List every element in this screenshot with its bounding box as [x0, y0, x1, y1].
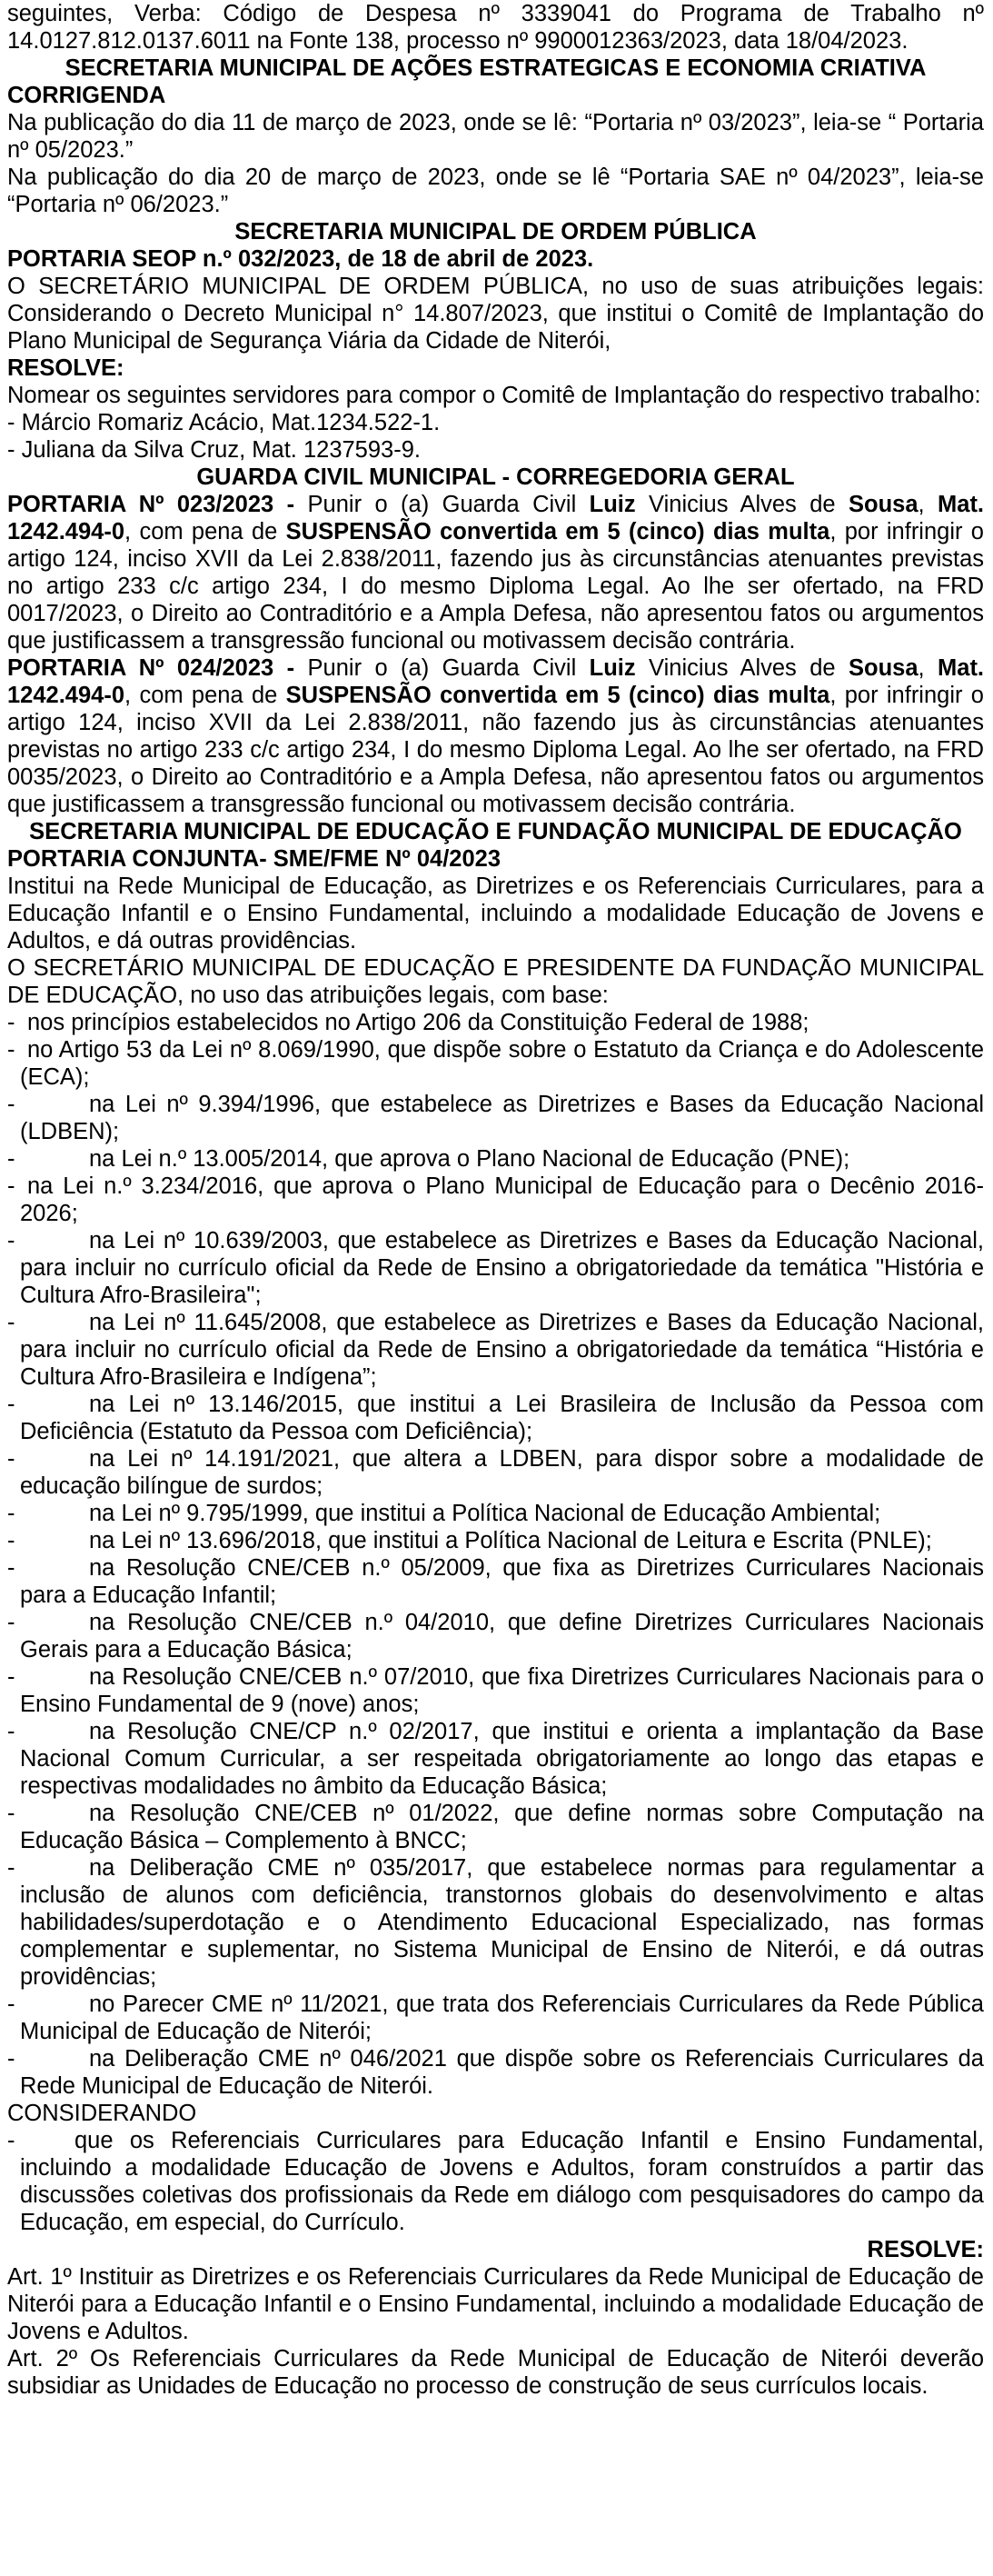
list-item: - na Lei nº 10.639/2003, que estabelece as Diretrizes e Bases da Educação Nacional, para incluir no currículo oficial da Rede de Ensino a obrigatoriedade da temática "História e Cultura Afro-Brasileira";	[7, 1228, 984, 1308]
list-item: - no Parecer CME nº 11/2021, que trata dos Referenciais Curriculares da Rede Pública Municipal de Educação de Niterói;	[7, 1992, 984, 2044]
portaria-heading: PORTARIA SEOP n.º 032/2023, de 18 de abril de 2023.	[7, 246, 594, 272]
section-title: GUARDA CIVIL MUNICIPAL - CORREGEDORIA GERAL	[196, 464, 795, 490]
article: Art. 2º Os Referenciais Curriculares da Rede Municipal de Educação de Niterói deverão subsidiar as Unidades de Educação no processo de construção de seus currículos locais.	[7, 2346, 984, 2399]
list-item: - Márcio Romariz Acácio, Mat.1234.522-1.	[7, 410, 441, 435]
portaria-label: PORTARIA Nº 023/2023 -	[7, 492, 295, 517]
list-item: - na Deliberação CME nº 046/2021 que dispõe sobre os Referenciais Curriculares da Rede Municipal de Educação de Niterói.	[7, 2046, 984, 2099]
section-ordem-publica	[7, 218, 984, 464]
section-guarda-civil	[7, 464, 984, 818]
list-item: - na Lei nº 13.146/2015, que institui a Lei Brasileira de Inclusão da Pessoa com Deficiência (Estatuto da Pessoa com Deficiência);	[7, 1392, 984, 1444]
list-item: - na Resolução CNE/CEB nº 01/2022, que define normas sobre Computação na Educação Básica – Complemento à BNCC;	[7, 1801, 984, 1853]
legal-basis-list	[7, 1009, 984, 2100]
list-item: - na Deliberação CME nº 035/2017, que estabelece normas para regulamentar a inclusão de alunos com deficiência, transtornos globais do desenvolvimento e altas habilidades/superdotação e o Atendimento Educacional Especializado, nas formas complementar e suplementar, no Sistema Municipal de Ensino de Niterói, e dá outras providências;	[7, 1855, 984, 1990]
list-item: - nos princípios estabelecidos no Artigo 206 da Constituição Federal de 1988;	[7, 1010, 809, 1035]
section-title: SECRETARIA MUNICIPAL DE EDUCAÇÃO E FUNDAÇÃO MUNICIPAL DE EDUCAÇÃO	[29, 819, 962, 844]
article: Art. 1º Instituir as Diretrizes e os Referenciais Curriculares da Rede Municipal de Educação de Niterói para a Educação Infantil e o Ensino Fundamental, incluindo a modalidade Educação de Jovens e Adultos.	[7, 2264, 984, 2344]
list-item: - na Resolução CNE/CEB n.º 04/2010, que define Diretrizes Curriculares Nacionais Gerais para a Educação Básica;	[7, 1610, 984, 1662]
resolve-heading: RESOLVE:	[7, 355, 124, 381]
list-item: - na Lei nº 11.645/2008, que estabelece as Diretrizes e Bases da Educação Nacional, para incluir no currículo oficial da Rede de Ensino a obrigatoriedade da temática “História e Cultura Afro-Brasileira e Indígena”;	[7, 1310, 984, 1390]
portaria-label: PORTARIA Nº 024/2023 -	[7, 655, 295, 681]
list-item: - no Artigo 53 da Lei nº 8.069/1990, que dispõe sobre o Estatuto da Criança e do Adolescente (ECA);	[7, 1037, 984, 1090]
list-item: - na Resolução CNE/CEB n.º 07/2010, que fixa Diretrizes Curriculares Nacionais para o Ensino Fundamental de 9 (nove) anos;	[7, 1664, 984, 1717]
section-subtitle: CORRIGENDA	[7, 83, 166, 108]
list-item: - na Lei nº 9.795/1999, que institui a Política Nacional de Educação Ambiental;	[7, 1501, 881, 1526]
portaria-paragraph: PORTARIA Nº 023/2023 - Punir o (a) Guarda Civil Luiz Vinicius Alves de Sousa, Mat. 1242.494-0, com pena de SUSPENSÃO convertida em 5 (cinco) dias multa, por infringir o artigo 124, inciso XVII da Lei 2.838/2011, fazendo jus às circunstâncias atenuantes previstas no artigo 233 c/c artigo 234, I do mesmo Diploma Legal. Ao lhe ser ofertado, na FRD 0017/2023, o Direito ao Contraditório e a Ampla Defesa, não apresentou fatos ou argumentos que justificassem a transgressão funcional ou motivassem decisão contrária.	[7, 492, 985, 654]
considerando-heading: CONSIDERANDO	[7, 2101, 197, 2126]
paragraph: Na publicação do dia 11 de março de 2023, onde se lê: “Portaria nº 03/2023”, leia-se “ Portaria nº 05/2023.”	[7, 110, 984, 163]
list-item: - na Resolução CNE/CP n.º 02/2017, que institui e orienta a implantação da Base Nacional Comum Curricular, a ser respeitada obrigatoriamente ao longo das etapas e respectivas modalidades no âmbito da Educação Básica;	[7, 1719, 984, 1799]
section-title: SECRETARIA MUNICIPAL DE AÇÕES ESTRATEGICAS E ECONOMIA CRIATIVA	[65, 55, 927, 81]
continuation-paragraph: seguintes, Verba: Código de Despesa nº 3339041 do Programa de Trabalho nº 14.0127.812.0137.6011 na Fonte 138, processo nº 9900012363/2023, data 18/04/2023.	[7, 1, 984, 54]
portaria-paragraph: PORTARIA Nº 024/2023 - Punir o (a) Guarda Civil Luiz Vinicius Alves de Sousa, Mat. 1242.494-0, com pena de SUSPENSÃO convertida em 5 (cinco) dias multa, por infringir o artigo 124, inciso XVII da Lei 2.838/2011, não fazendo jus às circunstâncias atenuantes previstas no artigo 233 c/c artigo 234, I do mesmo Diploma Legal. Ao lhe ser ofertado, na FRD 0035/2023, o Direito ao Contraditório e a Ampla Defesa, não apresentou fatos ou argumentos que justificassem a transgressão funcional ou motivassem decisão contrária.	[7, 655, 985, 817]
paragraph: Na publicação do dia 20 de março de 2023, onde se lê “Portaria SAE nº 04/2023”, leia-se “Portaria nº 06/2023.”	[7, 165, 984, 217]
portaria-heading: PORTARIA CONJUNTA- SME/FME Nº 04/2023	[7, 846, 501, 872]
list-item: - na Lei n.º 3.234/2016, que aprova o Plano Municipal de Educação para o Decênio 2016-2026;	[7, 1173, 984, 1226]
resolve-heading: RESOLVE:	[867, 2237, 984, 2262]
section-acoes-estrategicas	[7, 55, 984, 218]
paragraph: O SECRETÁRIO MUNICIPAL DE ORDEM PÚBLICA, no uso de suas atribuições legais: Considerando o Decreto Municipal n° 14.807/2023, que institui o Comitê de Implantação do Plano Municipal de Segurança Viária da Cidade de Niterói,	[7, 274, 984, 354]
paragraph: O SECRETÁRIO MUNICIPAL DE EDUCAÇÃO E PRESIDENTE DA FUNDAÇÃO MUNICIPAL DE EDUCAÇÃO, no uso das atribuições legais, com base:	[7, 955, 984, 1008]
paragraph: Nomear os seguintes servidores para compor o Comitê de Implantação do respectivo trabalho:	[7, 383, 981, 408]
list-item: - na Lei n.º 13.005/2014, que aprova o Plano Nacional de Educação (PNE);	[7, 1146, 850, 1172]
list-item: - na Lei nº 9.394/1996, que estabelece as Diretrizes e Bases da Educação Nacional (LDBEN);	[7, 1092, 984, 1144]
section-title: SECRETARIA MUNICIPAL DE ORDEM PÚBLICA	[234, 219, 757, 245]
section-educacao	[7, 818, 984, 2400]
list-item: - na Lei nº 13.696/2018, que institui a Política Nacional de Leitura e Escrita (PNLE);	[7, 1528, 932, 1553]
list-item: - que os Referenciais Curriculares para Educação Infantil e Ensino Fundamental, incluindo a modalidade Educação de Jovens e Adultos, foram construídos a partir das discussões coletivas dos profissionais da Rede em diálogo com pesquisadores do campo da Educação, em especial, do Currículo.	[7, 2128, 984, 2235]
list-item: - na Lei nº 14.191/2021, que altera a LDBEN, para dispor sobre a modalidade de educação bilíngue de surdos;	[7, 1446, 984, 1499]
ementa: Institui na Rede Municipal de Educação, as Diretrizes e os Referenciais Curriculares, para a Educação Infantil e o Ensino Fundamental, incluindo a modalidade Educação de Jovens e Adultos, e dá outras providências.	[7, 874, 984, 954]
list-item: - na Resolução CNE/CEB n.º 05/2009, que fixa as Diretrizes Curriculares Nacionais para a Educação Infantil;	[7, 1555, 984, 1608]
list-item: - Juliana da Silva Cruz, Mat. 1237593-9.	[7, 437, 421, 463]
